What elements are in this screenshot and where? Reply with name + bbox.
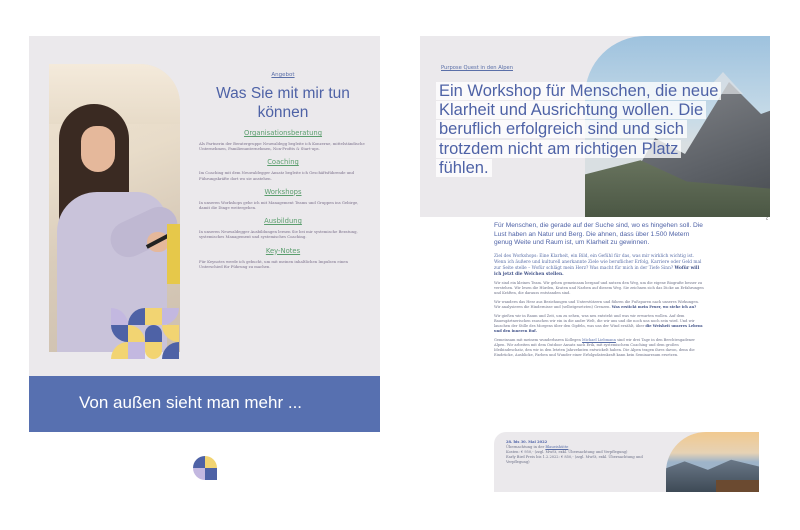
hut-photo bbox=[666, 432, 759, 492]
early-bird-text: Early Bird Preis bis 1.2.2022: € 850,- (zzgl. MwSt, exkl. Übernachtung und Verpflegung) bbox=[506, 455, 643, 464]
service-text: Im Coaching mit dem Neuwaldegger Ansatz begleite ich Geschäftsführende und Führungskräfte dort wo sie anstehen. bbox=[199, 170, 355, 181]
services-column bbox=[193, 72, 373, 269]
hero-title bbox=[436, 82, 726, 178]
service-block bbox=[193, 129, 373, 151]
article-body bbox=[494, 222, 706, 358]
service-block bbox=[193, 217, 373, 239]
hero-section bbox=[420, 36, 770, 217]
service-block bbox=[193, 188, 373, 210]
section-kicker[interactable]: Angebot bbox=[271, 72, 295, 78]
service-heading-workshops[interactable]: Workshops bbox=[264, 187, 302, 196]
body-paragraph bbox=[494, 305, 706, 310]
hut-photo-roof bbox=[716, 480, 759, 492]
service-heading-ausbildung[interactable]: Ausbildung bbox=[264, 217, 302, 226]
service-heading-organisationsberatung[interactable]: Organisationsberatung bbox=[243, 129, 323, 137]
lodging-text: Übernachtung in der bbox=[506, 445, 545, 449]
page-title: Was Sie mit mir tun können bbox=[216, 85, 350, 121]
decorative-shapes-icon bbox=[111, 308, 181, 360]
brand-logo-icon bbox=[193, 456, 217, 480]
event-details bbox=[506, 440, 646, 465]
hut-link[interactable]: Blaueishütte bbox=[545, 445, 569, 449]
body-text: sind wir drei Tage in den Berchtesgadener Alpen. Wir arbeiten mit dem Outdoor Ansatz nach Erik, mit systemischem Coaching und dem großen Ideibindeschatz, den wir in den letzten Jahrzehnten entwickelt haben. Die Alpen tragen ihres davon, denn die Eindrücke, Ausblicke, Farben und Wunder einer Erfolgsdatenkraft kann kein Seminarraum ersetzen. bbox=[494, 338, 695, 358]
banner-text: Von außen sieht man mehr ... bbox=[79, 393, 303, 412]
service-text: Als Partnerin der Beratergruppe Neuwaldegg begleite ich Konzerne, mittelständische Unternehmen, Familienunternehmen, Non-Profits & Start-ups. bbox=[199, 141, 365, 152]
intro-paragraph bbox=[494, 254, 706, 278]
service-text: In unseren Workshops gehe ich mit Management Teams und Gruppen ins Gebirge, damit die Dinge weitergehen. bbox=[199, 199, 359, 211]
body-text: Wir gießen wir in Raum und Zeit, um zu sehen, was neu entsteht und was wir erwarten wollen. Auf dem Bauesgärtnerischen rauschen wir ein in die andre Welt, die wir uns und die noch uns noch sein wird. Und wir lauschen der Stille des Morgens über den Gipfeln, was uns der Wind erzählt, über bbox=[494, 314, 695, 329]
body-bold: Was erstickt mein Feuer, wo stehe ich an? bbox=[611, 305, 697, 310]
hero-kicker[interactable]: Purpose Quest in den Alpen bbox=[441, 65, 513, 71]
body-paragraph bbox=[494, 314, 706, 334]
price-text: Kosten: € 950,- (zzgl. MwSt, exkl. Übernachtung und Verpflegung) bbox=[506, 450, 628, 454]
event-info-box bbox=[494, 432, 759, 492]
body-paragraph: Wir wandern das Herz aus Beziehungen und Unterstützern und führen die Fußspuren nach unseres Wirkungen. bbox=[494, 300, 699, 305]
service-block bbox=[193, 158, 373, 180]
service-block bbox=[193, 247, 373, 269]
photo-face bbox=[81, 126, 115, 172]
body-bold: die Weisheit unseres Lebens und den inneren Ruf. bbox=[494, 324, 703, 334]
service-text: In unseren Neuwaldegger Ausbildungen lernen Sie bei mir systemische Beratung, systemisches Management und systemisches Coaching. bbox=[199, 229, 358, 240]
service-heading-key-notes[interactable]: Key-Notes bbox=[265, 246, 301, 255]
photo-credit-mark: c bbox=[766, 216, 769, 221]
event-dates: 28. bis 30. Mai 2022 bbox=[506, 440, 548, 444]
photo-flipchart bbox=[167, 224, 180, 284]
lead-paragraph: Für Menschen, die gerade auf der Suche sind, wo es hingehen soll. Die Lust haben an Natur und Berg. Die ahnen, dass über 1.500 Metern genug Weite und Raum ist, um Klarheit zu gewinnen. bbox=[494, 222, 703, 247]
quote-banner bbox=[29, 376, 380, 432]
colleague-link[interactable]: Michael Liebmann bbox=[582, 338, 616, 343]
service-heading-coaching[interactable]: Coaching bbox=[267, 158, 299, 167]
right-page bbox=[420, 36, 770, 496]
body-text: Gemeinsam mit meinem wunderbaren Kollegen bbox=[494, 338, 581, 343]
hero-title-text: Ein Workshop für Menschen, die neue Klarheit und Ausrichtung wollen. Die beruflich erfolgreich sind und sich trotzdem nicht am richtigen Platz fühlen. bbox=[436, 82, 721, 177]
service-text: Für Keynotes werde ich gebucht, um mit meinen inhaltlichen Impulsen einen Unterschied für Führung zu machen. bbox=[199, 258, 348, 269]
body-text: Wir analysieren die Hindernisse und (selbstgesetzten) Grenzen. bbox=[494, 305, 611, 310]
body-paragraph: Wir sind ein kleines Team. Wir gehen gemeinsam bergauf und nutzen den Weg, um die eigene Biografie besser zu verstehen. Wir lesen die Hürden, Kraten und Narben auf diesem Weg. Sie zeichnen sich das Dicke an Erfahrungen und Kräften, die darauss entstanden sind. bbox=[494, 281, 704, 296]
left-page bbox=[29, 36, 380, 432]
intro-bold: Wofür will ich jetzt die Weichen stellen. bbox=[494, 265, 700, 277]
intro-text: Ziel des Workshops: Eine Klarheit, ein Bild, ein Gefühl für das, was mir wirklich wichtig ist. Wenn ich äußere und kulturell anerkannte Ziele wie beruflicher Erfolg, Karriere oder Geld mal zur Seite stelle – Wofür schlägt mein Herz? Was macht für mich in der Tiefe Sinn? bbox=[494, 253, 702, 271]
body-paragraph bbox=[494, 338, 706, 358]
